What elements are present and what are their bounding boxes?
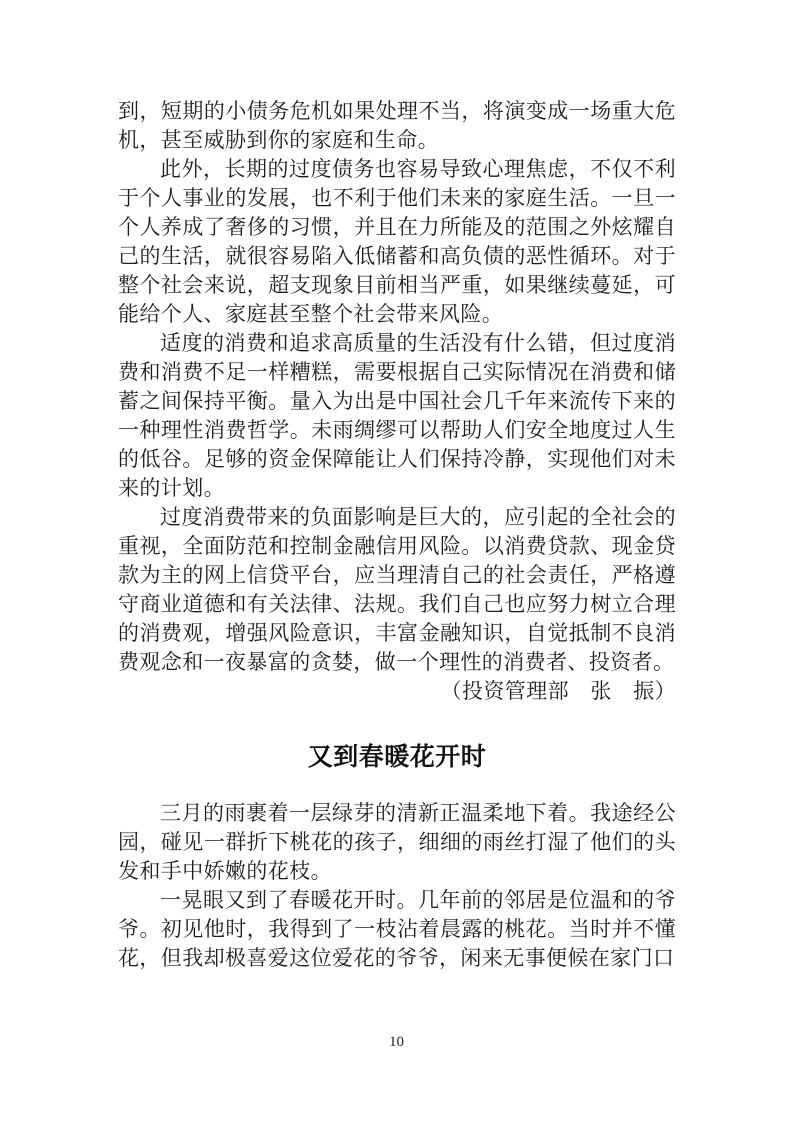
new-article-section <box>118 740 676 973</box>
paragraph: 一晃眼又到了春暖花开时。几年前的邻居是位温和的爷爷。初见他时，我得到了一枝沾着晨露的桃花。当时并不懂花，但我却极喜爱这位爱花的爷爷，闲来无事便候在家门口 <box>118 888 676 970</box>
paragraph: 过度消费带来的负面影响是巨大的，应引起的全社会的重视，全面防范和控制金融信用风险。以消费贷款、现金贷款为主的网上信贷平台，应当理清自己的社会责任，严格遵守商业道德和有关法律、法规。我们自己也应努力树立合理的消费观，增强风险意识，丰富金融知识，自觉抵制不良消费观念和一夜暴富的贪婪，做一个理性的消费者、投资者。 <box>118 505 676 674</box>
page-number: 10 <box>389 1034 404 1050</box>
paragraph: 三月的雨裹着一层绿芽的清新正温柔地下着。我途经公园，碰见一群折下桃花的孩子，细细的雨丝打湿了他们的头发和手中娇嫩的花枝。 <box>118 801 676 883</box>
article-title: 又到春暖花开时 <box>307 743 487 771</box>
continued-article-section <box>118 97 676 706</box>
paragraph: 适度的消费和追求高质量的生活没有什么错，但过度消费和消费不足一样糟糕，需要根据自己实际情况在消费和储蓄之间保持平衡。量入为出是中国社会几千年来流传下来的一种理性消费哲学。未雨绸缪可以帮助人们安全地度过人生的低谷。足够的资金保障能让人们保持冷静，实现他们对未来的计划。 <box>118 331 676 500</box>
paragraph-continuation: 到，短期的小债务危机如果处理不当，将演变成一场重大危机，甚至威胁到你的家庭和生命。 <box>118 99 676 152</box>
text-block <box>118 97 676 973</box>
paragraph: 此外，长期的过度债务也容易导致心理焦虑，不仅不利于个人事业的发展，也不利于他们未来的家庭生活。一旦一个人养成了奢侈的习惯，并且在力所能及的范围之外炫耀自己的生活，就很容易陷入低储蓄和高负债的恶性循环。对于整个社会来说，超支现象目前相当严重，如果继续蔓延，可能给个人、家庭甚至整个社会带来风险。 <box>118 157 676 326</box>
article-byline: （投资管理部 张 振） <box>440 679 676 703</box>
